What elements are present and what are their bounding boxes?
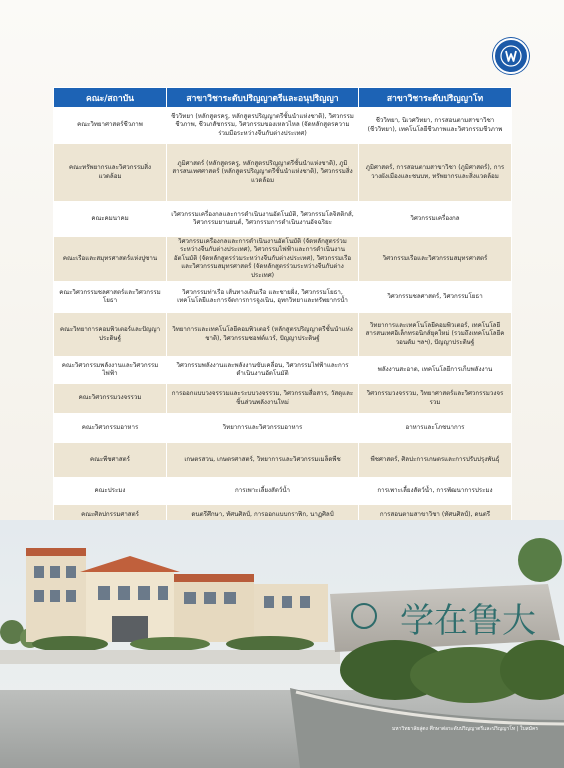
faculty-cell: คณะวิศวกรรมพลังงานและวิศวกรรมไฟฟ้า: [54, 357, 167, 384]
bachelor-cell: วิทยาการและเทคโนโลยีคอมพิวเตอร์ (หลักสูตรปริญญาตรีชั้นนำแห่งชาติ), วิศวกรรมซอฟต์แวร์, ปัญญาประดิษฐ์: [167, 313, 359, 357]
header-faculty: คณะ/สถาบัน: [54, 88, 167, 108]
master-cell: ชีววิทยา, นิเวศวิทยา, การสอนตามสาขาวิชา (ชีววิทยา), เทคโนโลยีชีวภาพและวิศวกรรมชีวภาพ: [359, 108, 512, 144]
faculty-cell: คณะวิทยาศาสตร์ชีวภาพ: [54, 108, 167, 144]
table-row: [54, 144, 512, 202]
bachelor-cell: วิศวกรรมเครื่องกลและการดำเนินงานอัตโนมัติ (จัดหลักสูตรร่วมระหว่างจีนกับต่างประเทศ), วิศวกรรมไฟฟ้าและการดำเนินงานอัตโนมัติ (จัดหลักสูตรร่วมระหว่างจีนกับต่างประเทศ), วิศวกรรมเรือและวิศวกรรมสมุทรศาสตร์ (จัดหลักสูตรร่วมระหว่างจีนกับต่างประเทศ): [167, 237, 359, 282]
faculty-cell: คณะประมง: [54, 478, 167, 505]
programs-table: [53, 87, 512, 595]
bachelor-cell: การเพาะเลี้ยงสัตว์น้ำ: [167, 478, 359, 505]
master-cell: วิศวกรรมวงจรรวม, วิทยาศาสตร์และวิศวกรรมวงจรรวม: [359, 384, 512, 414]
table-row: [54, 357, 512, 384]
table-header-row: [54, 88, 512, 108]
faculty-cell: คณะวิศวกรรมชลศาสตร์และวิศวกรรมโยธา: [54, 282, 167, 313]
header-master: สาขาวิชาระดับปริญญาโท: [359, 88, 512, 108]
faculty-cell: คณะศิลปกรรมศาสตร์: [54, 505, 167, 527]
campus-photo: [0, 520, 564, 768]
faculty-cell: คณะวิศวกรรมอาหาร: [54, 414, 167, 443]
master-cell: วิศวกรรมชลศาสตร์, วิศวกรรมโยธา: [359, 282, 512, 313]
photo-caption: มหาวิทยาลัยลู่ตง ศึกษาต่อระดับปริญญาตรีและปริญญาโท | ใบสมัคร: [392, 726, 539, 732]
bachelor-cell: วิศวกรรมท่าเรือ เส้นทางเดินเรือ และชายฝั่ง, วิศวกรรมโยธา, เทคโนโลยีและการจัดการการจูงเนิน, อุทกวิทยาและทรัพยากรน้ำ: [167, 282, 359, 313]
master-cell: ภูมิศาสตร์, การสอนตามสาขาวิชา (ภูมิศาสตร์), การวางผังเมืองและชนบท, ทรัพยากรและสิ่งแวดล้อม: [359, 144, 512, 202]
master-cell: วิศวกรรมเครื่องกล: [359, 202, 512, 237]
bachelor-cell: การออกแบบวงจรรวมและระบบวงจรรวม, วิศวกรรมสื่อสาร, วัสดุและชิ้นส่วนพลังงานใหม่: [167, 384, 359, 414]
master-cell: วิศวกรรมเรือและวิศวกรรมสมุทรศาสตร์: [359, 237, 512, 282]
master-cell: พลังงานสะอาด, เทคโนโลยีการเก็บพลังงาน: [359, 357, 512, 384]
faculty-cell: คณะคมนาคม: [54, 202, 167, 237]
bachelor-cell: ดนตรีศึกษา, ทัศนศิลป์, การออกแบบกราฟิก, นาฏศิลป์: [167, 505, 359, 527]
faculty-cell: คณะเรือและสมุทรศาสตร์แห่งปูซาน: [54, 237, 167, 282]
bachelor-cell: ภูมิศาสตร์ (หลักสูตรครู, หลักสูตรปริญญาตรีชั้นนำแห่งชาติ), ภูมิสารสนเทศศาสตร์ (หลักสูตรปริญญาตรีชั้นนำแห่งชาติ), วิศวกรรมสิ่งแวดล้อม: [167, 144, 359, 202]
stone-inscription: 学在鲁大: [400, 601, 536, 641]
faculty-cell: คณะทรัพยากรและวิศวกรรมสิ่งแวดล้อม: [54, 144, 167, 202]
bachelor-cell: วิทยาการและวิศวกรรมอาหาร: [167, 414, 359, 443]
table-row: [54, 237, 512, 282]
table-row: [54, 282, 512, 313]
bachelor-cell: เวิศวกรรมเครื่องกลและการดำเนินงานอัตโนมัติ, วิศวกรรมโลจิสติกส์, วิศวกรรมยานยนต์, วิศวกรรมการดำเนินงานอัจฉริยะ: [167, 202, 359, 237]
table-row: [54, 478, 512, 505]
table-row: [54, 313, 512, 357]
faculty-cell: คณะพืชศาสตร์: [54, 443, 167, 478]
table-row: [54, 414, 512, 443]
bachelor-cell: ชีววิทยา (หลักสูตรครู, หลักสูตรปริญญาตรีชั้นนำแห่งชาติ), วิศวกรรมชีวภาพ, ชีวเภสัชกรรม, วิศวกรรมของเหลวไหล (จัดหลักสูตรความร่วมมือระหว่างจีนกับต่างประเทศ): [167, 108, 359, 144]
table-row: [54, 443, 512, 478]
faculty-cell: คณะวิศวกรรมวงจรรวม: [54, 384, 167, 414]
master-cell: วิทยาการและเทคโนโลยีคอมพิวเตอร์, เทคโนโลยีสารสนเทศอิเล็กทรอนิกส์ยุคใหม่ (รวมถึงเทคโนโลยีควอนตัม ฯลฯ), ปัญญาประดิษฐ์: [359, 313, 512, 357]
university-logo: [493, 38, 529, 74]
master-cell: การสอนตามสาขาวิชา (ทัศนศิลป์), ดนตรี: [359, 505, 512, 527]
header-bachelor: สาขาวิชาระดับปริญญาตรีและอนุปริญญา: [167, 88, 359, 108]
master-cell: อาหารและโภชนาการ: [359, 414, 512, 443]
master-cell: พืชศาสตร์, ศิลปะการเกษตรและการปรับปรุงพันธุ์: [359, 443, 512, 478]
bachelor-cell: วิศวกรรมพลังงานและพลังงานขับเคลื่อน, วิศวกรรมไฟฟ้าและการดำเนินงานอัตโนมัติ: [167, 357, 359, 384]
master-cell: การเพาะเลี้ยงสัตว์น้ำ, การพัฒนาการประมง: [359, 478, 512, 505]
bachelor-cell: เกษตรสวน, เกษตรศาสตร์, วิทยาการและวิศวกรรมเมล็ดพืช: [167, 443, 359, 478]
faculty-cell: คณะวิทยาการคอมพิวเตอร์และปัญญาประดิษฐ์: [54, 313, 167, 357]
table-row: [54, 202, 512, 237]
table-row: [54, 384, 512, 414]
table-row: [54, 108, 512, 144]
university-logo-icon: [500, 45, 522, 67]
